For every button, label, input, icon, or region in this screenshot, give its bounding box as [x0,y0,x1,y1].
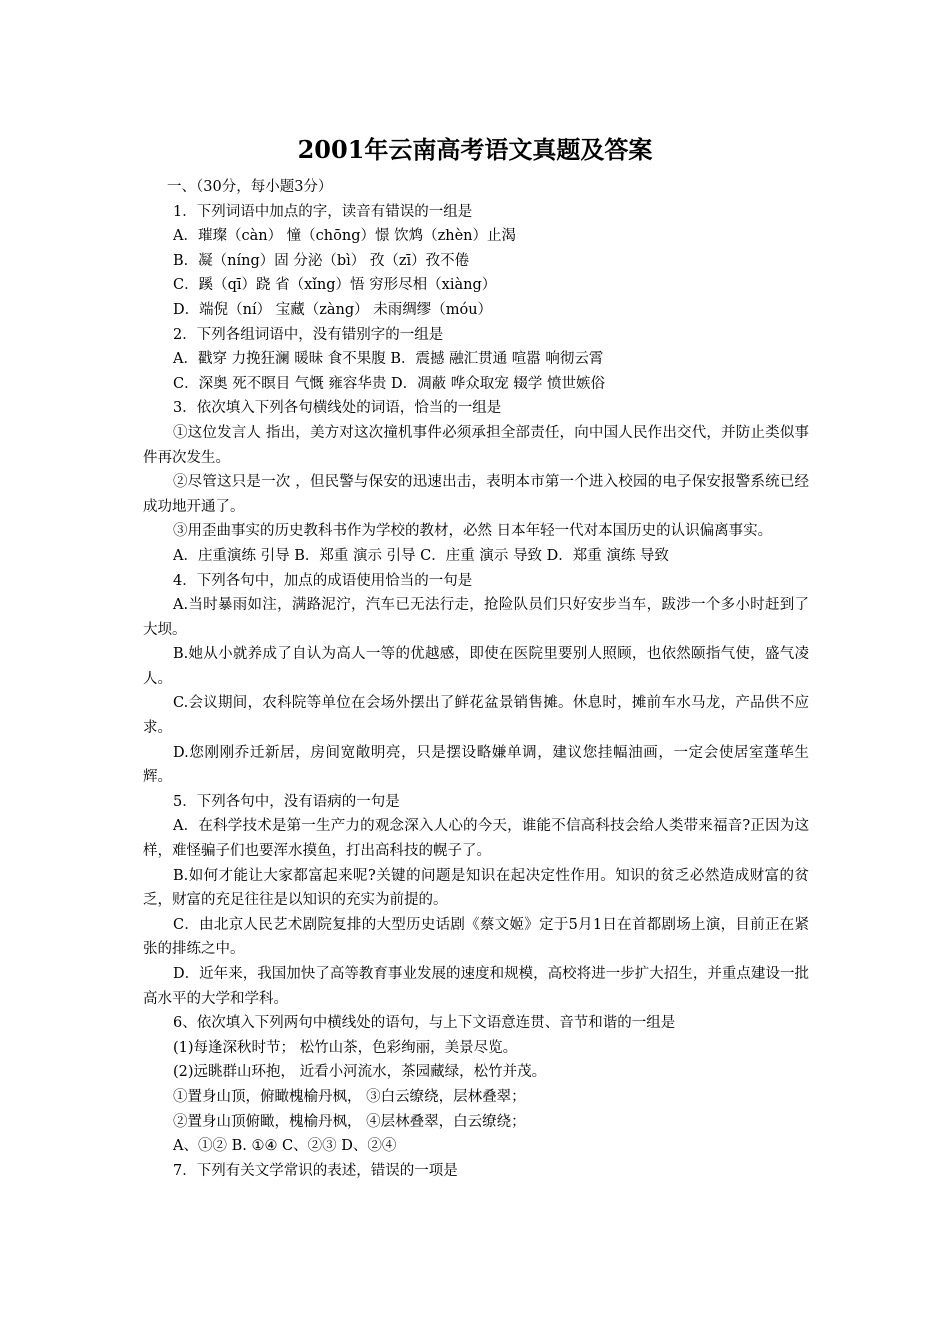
text-line: C.会议期间，农科院等单位在会场外摆出了鲜花盆景销售摊。休息时，摊前车水马龙，产品供不应求。 [143,695,809,737]
text-line: 3．依次填入下列各句横线处的词语，恰当的一组是 [173,400,502,417]
document-body [143,175,809,1183]
text-line: D．端倪（ní） 宝藏（zàng） 未雨绸缪（móu） [173,301,493,318]
text-line: D.您刚刚乔迁新居，房间宽敞明亮，只是摆设略嫌单调，建议您挂幅油画，一定会使居室蓬荜生辉。 [143,744,809,786]
document-title: 2001年云南高考语文真题及答案 [297,135,653,164]
text-line: 7．下列有关文学常识的表述，错误的一项是 [173,1162,458,1179]
text-line: ①置身山顶，俯瞰槐榆丹枫， ③白云缭绕，层林叠翠； [173,1088,526,1105]
text-line: C．深奥 死不瞑目 气慨 雍容华贵 D．凋蔽 哗众取宠 辍学 愤世嫉俗 [173,375,605,392]
text-line: B.如何才能让大家都富起来呢?关键的问题是知识在起决定性作用。知识的贫乏必然造成财富的贫乏，财富的充足往往是以知识的充实为前提的。 [143,867,809,909]
text-line: 2．下列各组词语中，没有错别字的一组是 [173,326,444,343]
text-line: B.她从小就养成了自认为高人一等的优越感，即使在医院里要别人照顾，也依然颐指气使，盛气凌人。 [143,646,809,687]
text-line: 4．下列各句中，加点的成语使用恰当的一句是 [173,572,473,589]
text-line: A．庄重演练 引导 B．郑重 演示 引导 C．庄重 演示 导致 D．郑重 演练 导致 [173,547,669,564]
text-line: A．戳穿 力挽狂澜 暖昧 食不果腹 B．震撼 融汇贯通 喧嚣 响彻云霄 [173,351,604,368]
text-line: A．璀璨（càn） 憧（chōng）憬 饮鸩（zhèn）止渴 [173,228,517,245]
text-line: (2)远眺群山环抱， 近看小河流水，茶园藏绿，松竹并茂。 [173,1064,547,1081]
text-line: A、①② B. ①④ C、②③ D、②④ [173,1138,397,1155]
text-line: 1．下列词语中加点的字，读音有错误的一组是 [173,203,473,220]
text-line: (1)每逢深秋时节； 松竹山茶，色彩绚丽，美景尽览。 [173,1039,518,1056]
text-line: D．近年来，我国加快了高等教育事业发展的速度和规模，高校将进一步扩大招生，并重点建设一批高水平的大学和学科。 [143,966,809,1007]
text-line: C．蹊（qī）跷 省（xǐng）悟 穷形尽相（xiàng） [173,277,497,294]
text-line: 5．下列各句中，没有语病的一句是 [173,793,400,810]
text-line: 一、（30分，每小题3分） [167,179,333,195]
text-line: B．凝（níng）固 分泌（bì） 孜（zī）孜不倦 [173,252,470,269]
text-line: C．由北京人民艺术剧院复排的大型历史话剧《蔡文姬》定于5月1日在首都剧场上演，目前正在紧张的排练之中。 [143,916,809,958]
text-line: A.当时暴雨如注，满路泥泞，汽车已无法行走，抢险队员们只好安步当车，跋涉一个多小时赶到了大坝。 [143,597,809,638]
text-line: ②置身山顶俯瞰，槐榆丹枫， ④层林叠翠，白云缭绕； [173,1113,526,1130]
text-line: ①这位发言人 指出，美方对这次撞机事件必须承担全部责任，向中国人民作出交代，并防止类似事件再次发生。 [143,424,809,466]
text-line: ③用歪曲事实的历史教科书作为学校的教材，必然 日本年轻一代对本国历史的认识偏离事实。 [173,523,773,540]
text-line: A．在科学技术是第一生产力的观念深入人心的今天，谁能不信高科技会给人类带来福音?正因为这样，难怪骗子们也要浑水摸鱼，打出高科技的幌子了。 [143,818,809,860]
text-line: ②尽管这只是一次 ，但民警与保安的迅速出击，表明本市第一个进入校园的电子保安报警系统已经成功地开通了。 [143,474,809,515]
text-line: 6、依次填入下列两句中横线处的语句，与上下文语意连贯、音节和谐的一组是 [173,1015,676,1032]
